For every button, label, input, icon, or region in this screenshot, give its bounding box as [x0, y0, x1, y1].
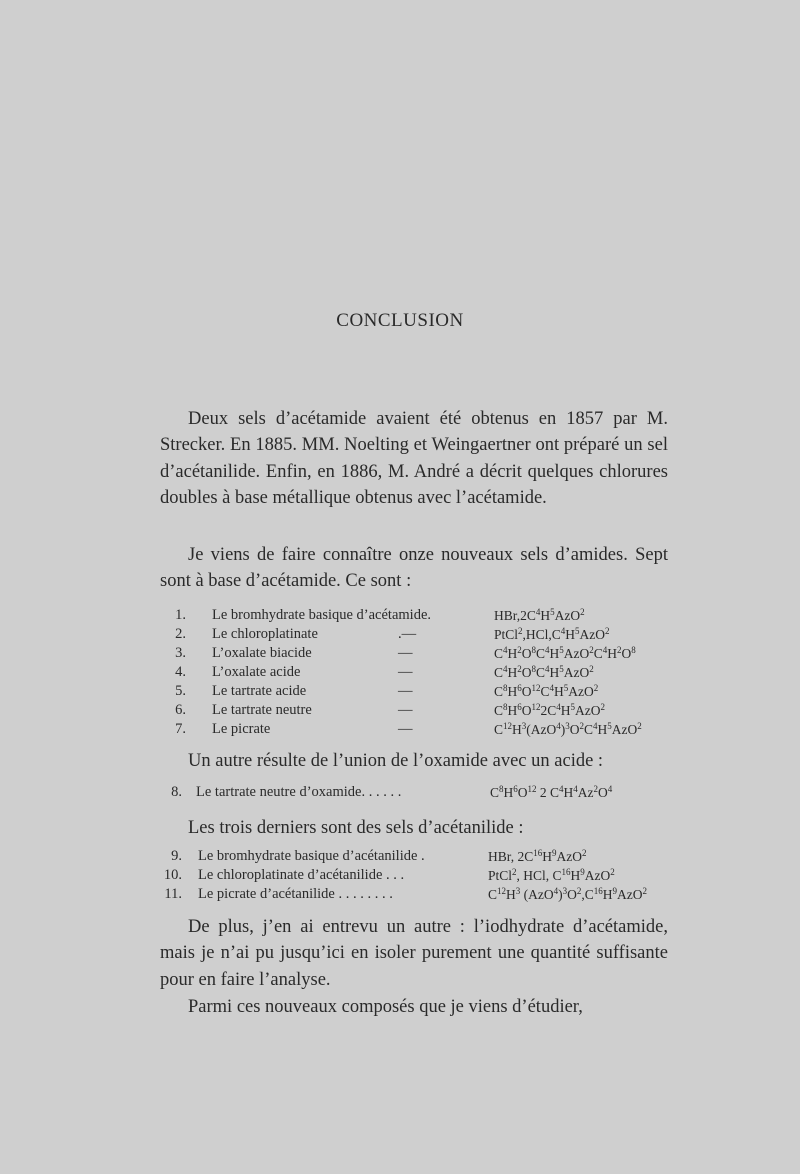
list-item — [160, 866, 680, 885]
item-number: 2. — [175, 626, 186, 642]
paragraph-oxamide: Un autre résulte de l’union de l’oxamide avec un acide : — [188, 751, 604, 771]
list-item — [160, 625, 680, 644]
ditto-dash: — — [398, 702, 413, 718]
paragraph-new-salts: Je viens de faire connaître onze nouveaux sels d’amides. Sept sont à base d’acétamide. Ce sont : — [160, 545, 668, 592]
list-item — [160, 606, 680, 625]
item-name: Le chloroplatinate — [212, 626, 318, 642]
list-item — [160, 720, 680, 739]
ditto-dash: — — [398, 683, 413, 699]
paragraph-intro: Deux sels d’acétamide avaient été obtenus en 1857 par M. Strecker. En 1885. MM. Noelting et Weingaertner ont préparé un sel d’acétanilide. Enfin, en 1886, M. André a décrit quelques chlorures doubles à base métallique obtenus avec l’acétamide. — [160, 409, 668, 509]
chemical-formula: $C^8H^6O^{12}2C^4H^5AzO^2$ — [494, 702, 606, 718]
chemical-formula: $C^8H^6O^{12}$ 2 $C^4H^4Az^2O^4$ — [490, 784, 613, 800]
item-number: 9. — [171, 848, 182, 864]
paragraph-closing: Parmi ces nouveaux composés que je viens d’étudier, — [188, 997, 583, 1017]
chemical-formula: $C^8H^6O^{12}C^4H^5AzO^2$ — [494, 683, 599, 699]
item-name: Le tartrate neutre — [212, 702, 312, 718]
chemical-formula: HBr, $2C^{16}H^9AzO^2$ — [488, 848, 587, 864]
list-item — [160, 682, 680, 701]
acetamide-salts-list — [160, 606, 680, 739]
item-name: L’oxalate biacide — [212, 645, 312, 661]
item-name: L’oxalate acide — [212, 664, 301, 680]
chemical-formula: $C^{12}H^3(AzO^4)^3O^2C^4H^5AzO^2$ — [494, 721, 642, 737]
item-name: Le bromhydrate basique d’acétanilide . — [198, 848, 425, 864]
item-name: Le picrate — [212, 721, 271, 737]
ditto-dash: .— — [398, 626, 417, 642]
item-name: Le tartrate neutre d’oxamide. . . . . . — [196, 784, 402, 800]
chemical-formula: $HBr,2C^4H^5AzO^2$ — [494, 607, 585, 623]
item-number: 6. — [175, 702, 186, 718]
item-number: 8. — [171, 784, 182, 800]
list-item — [160, 783, 680, 802]
page-title: CONCLUSION — [336, 310, 464, 331]
list-item — [160, 847, 680, 866]
item-name: Le tartrate acide — [212, 683, 307, 699]
item-number: 11. — [164, 886, 182, 902]
item-number: 5. — [175, 683, 186, 699]
item-number: 3. — [175, 645, 186, 661]
item-number: 1. — [175, 607, 186, 623]
chemical-formula: $C^4H^2O^8C^4H^5AzO^2C^4H^2O^8$ — [494, 645, 636, 661]
chemical-formula: $PtCl^2,HCl,C^4H^5AzO^2$ — [494, 626, 610, 642]
chemical-formula: $C^{12}H^3$ $(AzO^4)^3O^2,C^{16}H^9AzO^2$ — [488, 886, 648, 902]
item-number: 4. — [175, 664, 186, 680]
paragraph-iodhydrate: De plus, j’en ai entrevu un autre : l’iodhydrate d’acétamide, mais je n’ai pu jusqu’ici en isoler purement une quantité suffisante pour en faire l’analyse. — [160, 917, 668, 990]
item-number: 10. — [163, 867, 182, 883]
item-name: Le bromhydrate basique d’acétamide. — [212, 607, 432, 623]
item-name: Le picrate d’acétanilide . . . . . . . . — [198, 886, 393, 902]
list-item — [160, 644, 680, 663]
item-number: 7. — [175, 721, 186, 737]
list-item — [160, 701, 680, 720]
acetanilide-salts-list — [160, 847, 680, 904]
ditto-dash: — — [398, 721, 413, 737]
chemical-formula: PtCl$^2$, HCl, $C^{16}H^9AzO^2$ — [488, 867, 615, 883]
list-item — [160, 663, 680, 682]
paragraph-acetanilide: Les trois derniers sont des sels d’acétanilide : — [188, 818, 524, 838]
oxamide-salt-list — [160, 783, 680, 802]
ditto-dash: — — [398, 664, 413, 680]
ditto-dash: — — [398, 645, 413, 661]
list-item — [160, 885, 680, 904]
item-name: Le chloroplatinate d’acétanilide . . . — [198, 867, 405, 883]
chemical-formula: $C^4H^2O^8C^4H^5AzO^2$ — [494, 664, 594, 680]
